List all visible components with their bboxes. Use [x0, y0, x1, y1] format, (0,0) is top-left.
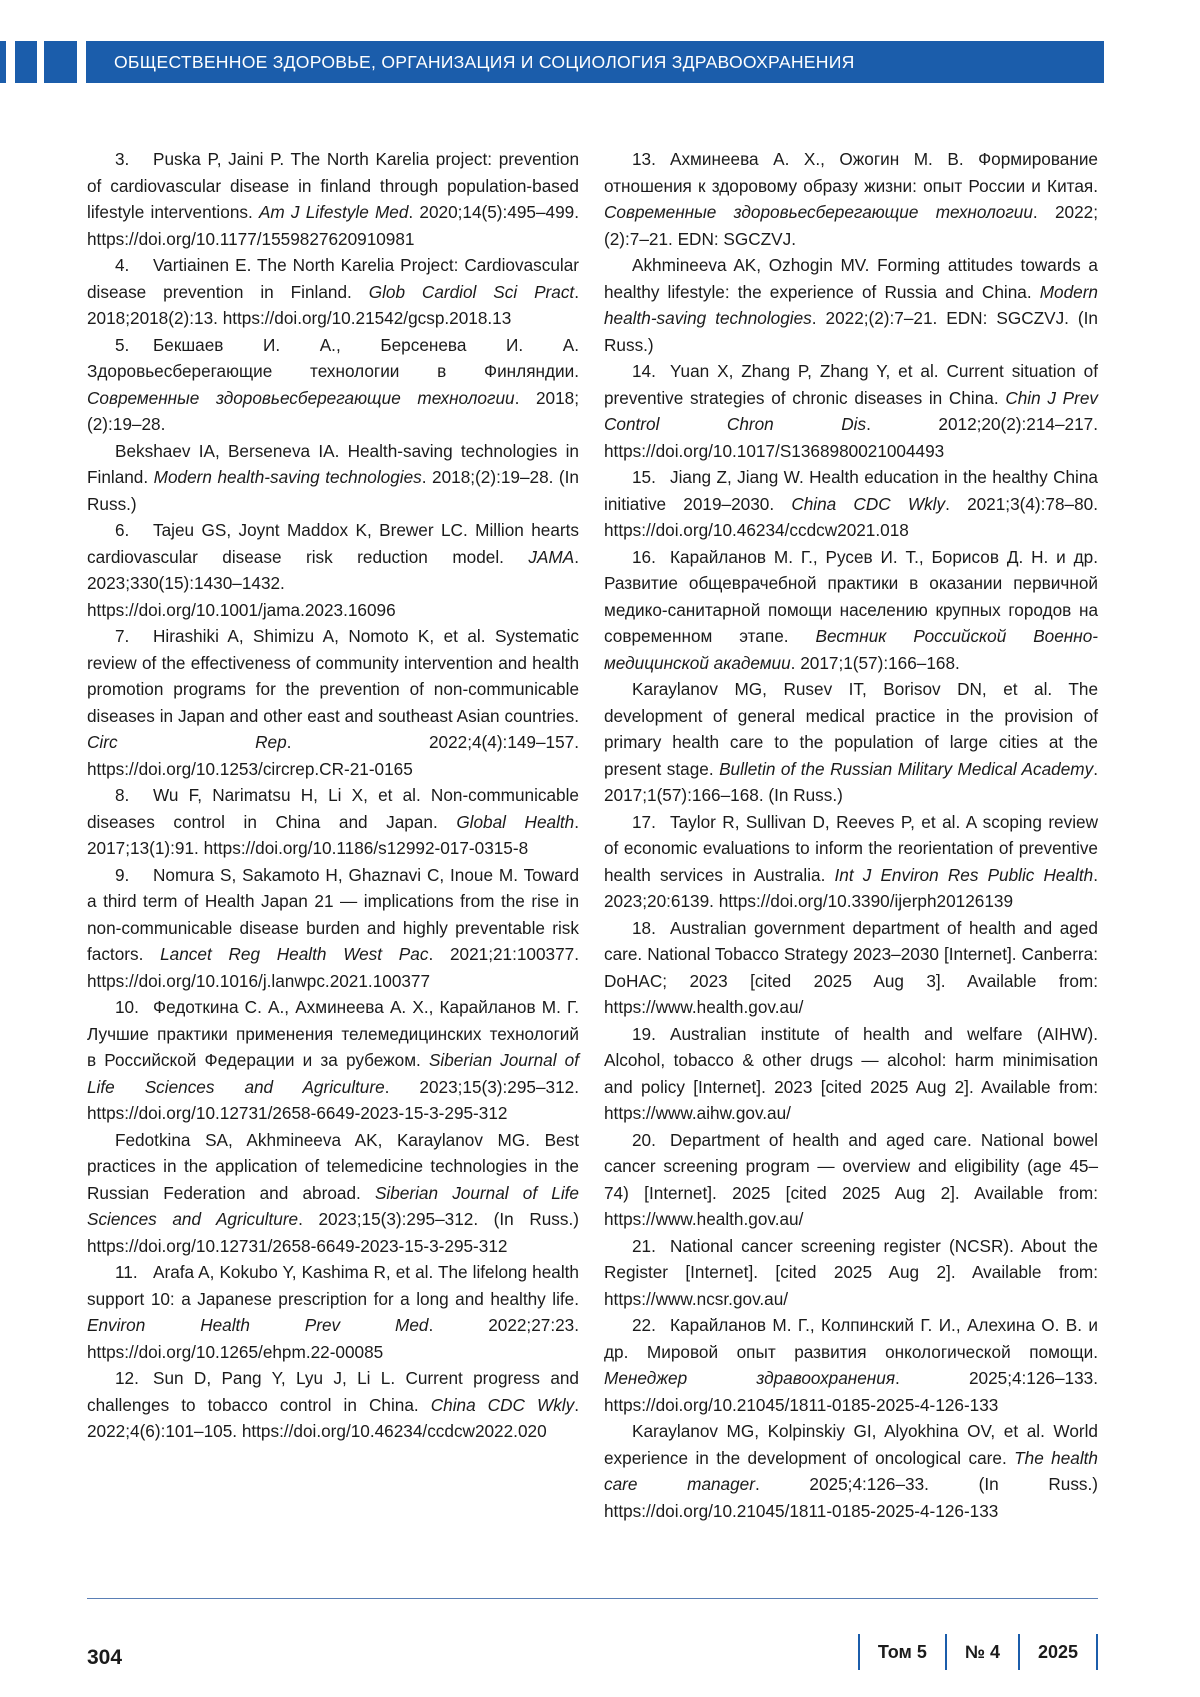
journal-issue-info — [858, 1633, 1098, 1671]
reference-entry — [87, 438, 579, 518]
reference-text: Федоткина С. А., Ахминеева А. Х., Карайланов М. Г. Лучшие практики применения телемедицинских технологий в Российской Федерации и за рубежом. — [87, 997, 579, 1070]
reference-text: Karaylanov MG, Rusev IT, Borisov DN, et al. The development of general medical practice in the provision of primary health care to the population of large cities at the present stage. — [604, 679, 1098, 779]
reference-entry — [87, 623, 579, 782]
section-title: ОБЩЕСТВЕННОЕ ЗДОРОВЬЕ, ОРГАНИЗАЦИЯ И СОЦИОЛОГИЯ ЗДРАВООХРАНЕНИЯ — [114, 52, 855, 72]
journal-title: Global Health — [456, 811, 575, 832]
reference-entry — [604, 1127, 1098, 1233]
reference-text: . 2021;21:100377. https://doi.org/10.1016/j.lanwpc.2021.100377 — [87, 944, 580, 991]
reference-text: Karaylanov MG, Kolpinskiy GI, Alyokhina OV, et al. World experience in the development of oncological care. — [604, 1421, 1098, 1468]
reference-number: 9. — [115, 864, 130, 885]
reference-text: Tajeu GS, Joynt Maddox K, Brewer LC. Million hearts cardiovascular disease risk reduction model. — [87, 520, 579, 567]
reference-entry — [604, 676, 1098, 809]
footer-divider — [87, 1598, 1098, 1599]
journal-title: Siberian Journal of Life Sciences and Agriculture — [87, 1050, 579, 1097]
reference-text: Nomura S, Sakamoto H, Ghaznavi C, Inoue M. Toward a third term of Health Japan 21 — implications from the rise in non-communicable disease burden and highly preventable risk factors. — [87, 864, 579, 964]
journal-title: China CDC Wkly — [791, 493, 946, 514]
year-label: 2025 — [1037, 1641, 1078, 1662]
reference-text: . 2020;14(5):495–499. https://doi.org/10.1177/1559827620910981 — [87, 202, 579, 249]
header-accent-block-3 — [44, 41, 77, 83]
reference-number: 12. — [115, 1368, 139, 1388]
header-accent-block-2 — [15, 41, 37, 83]
reference-text: Карайланов М. Г., Колпинский Г. И., Алехина О. В. и др. Мировой опыт развития онкологической помощи. — [604, 1315, 1098, 1362]
reference-entry — [87, 1259, 579, 1365]
reference-entry — [87, 1127, 579, 1260]
reference-entry — [604, 358, 1098, 464]
reference-text: Taylor R, Sullivan D, Reeves P, et al. A scoping review of economic evaluations to inform the reorientation of preventive health services in Australia. — [604, 811, 1098, 885]
volume-label: Том 5 — [877, 1641, 927, 1662]
reference-text: . 2025;4:126–33. (In Russ.) https://doi.org/10.21045/1811-0185-2025-4-126-133 — [604, 1474, 1099, 1521]
reference-text: . 2023;15(3):295–312. https://doi.org/10.12731/2658-6649-2023-15-3-295-312 — [87, 1076, 579, 1123]
journal-title: Вестник Российской Военно-медицинской академии — [604, 626, 1099, 673]
reference-number: 4. — [115, 255, 130, 275]
reference-number: 14. — [632, 361, 656, 381]
journal-title: Environ Health Prev Med — [87, 1315, 429, 1335]
journal-title: Modern health-saving technologies — [153, 467, 422, 487]
journal-title: Bulletin of the Russian Military Medical Academy — [719, 758, 1094, 779]
reference-text: Australian institute of health and welfare (AIHW). Alcohol, tobacco & other drugs — alcohol: harm minimisation and policy [Internet]. 2023 [cited 2025 Aug 2]. Available from: https://www.aihw.gov.au/ — [604, 1023, 1098, 1123]
reference-entry — [87, 862, 579, 995]
reference-number: 10. — [115, 997, 139, 1017]
journal-title: The health care manager — [604, 1447, 1098, 1494]
footer-separator — [1096, 1634, 1098, 1670]
reference-number: 21. — [632, 1235, 656, 1256]
reference-entry — [604, 1312, 1098, 1418]
journal-title: Am J Lifestyle Med — [258, 202, 409, 222]
reference-text: . 2017;13(1):91. https://doi.org/10.1186/s12992-017-0315-8 — [87, 811, 580, 858]
reference-text: National cancer screening register (NCSR). About the Register [Internet]. [cited 2025 Aug 2]. Available from: https://www.ncsr.gov.au/ — [604, 1235, 1098, 1309]
reference-text: . 2022;4(6):101–105. https://doi.org/10.46234/ccdcw2022.020 — [87, 1394, 579, 1441]
journal-title: Lancet Reg Health West Pac — [160, 944, 429, 964]
reference-number: 7. — [115, 626, 130, 646]
reference-entry — [604, 1021, 1098, 1127]
reference-text: Vartiainen E. The North Karelia Project: Cardiovascular disease prevention in Finland. — [87, 255, 579, 302]
reference-entry — [604, 146, 1098, 252]
reference-number: 11. — [115, 1262, 138, 1282]
references-right-column — [604, 146, 1098, 1524]
reference-text: Sun D, Pang Y, Lyu J, Li L. Current progress and challenges to tobacco control in China. — [87, 1368, 579, 1415]
journal-title: Circ Rep — [87, 732, 287, 752]
reference-text: . 2017;1(57):166–168. (In Russ.) — [604, 758, 1098, 805]
reference-text: Hirashiki A, Shimizu A, Nomoto K, et al. Systematic review of the effectiveness of community intervention and health promotion programs for the prevention of non-communicable diseases in Japan and other east and southeast Asian countries. — [87, 626, 579, 726]
journal-title: Siberian Journal of Life Sciences and Agriculture — [87, 1182, 579, 1229]
reference-text: . 2021;3(4):78–80. https://doi.org/10.46234/ccdcw2021.018 — [604, 493, 1098, 540]
journal-title: Int J Environ Res Public Health — [834, 864, 1094, 885]
reference-text: Fedotkina SA, Akhmineeva AK, Karaylanov MG. Best practices in the application of telemedicine technologies in the Russian Federation and abroad. — [87, 1129, 579, 1203]
reference-entry — [604, 915, 1098, 1021]
page-number: 304 — [87, 1646, 123, 1669]
reference-number: 16. — [632, 546, 656, 567]
reference-entry — [87, 332, 579, 438]
reference-text: . 2018;2018(2):13. https://doi.org/10.21542/gcsp.2018.13 — [87, 281, 579, 328]
reference-entry — [604, 544, 1098, 677]
reference-text: . 2022;4(4):149–157. https://doi.org/10.1253/circrep.CR-21-0165 — [87, 732, 580, 779]
reference-text: Wu F, Narimatsu H, Li X, et al. Non-communicable diseases control in China and Japan. — [87, 785, 579, 832]
reference-number: 22. — [632, 1315, 656, 1335]
reference-number: 13. — [632, 149, 656, 169]
reference-text: Bekshaev IA, Berseneva IA. Health-saving technologies in Finland. — [87, 440, 579, 487]
reference-text: Yuan X, Zhang P, Zhang Y, et al. Current situation of preventive strategies of chronic diseases in China. — [604, 361, 1098, 408]
reference-entry — [604, 1418, 1098, 1524]
reference-entry — [604, 809, 1098, 915]
header-accent-block-1 — [0, 41, 6, 83]
reference-entry — [604, 252, 1098, 358]
reference-entry — [87, 782, 579, 862]
reference-text: . 2018;(2):19–28. — [87, 387, 579, 434]
reference-entry — [87, 994, 579, 1127]
reference-number: 15. — [632, 467, 656, 487]
reference-entry — [87, 252, 579, 332]
reference-entry — [87, 146, 579, 252]
reference-text: Arafa A, Kokubo Y, Kashima R, et al. The lifelong health support 10: a Japanese prescription for a long and healthy life. — [87, 1262, 579, 1309]
reference-text: Бекшаев И. А., Берсенева И. А. Здоровьесберегающие технологии в Финляндии. — [87, 334, 579, 381]
reference-text: . 2023;330(15):1430–1432. https://doi.org/10.1001/jama.2023.16096 — [87, 546, 579, 620]
section-header — [86, 41, 1104, 83]
reference-text: Ахминеева А. Х., Ожогин М. В. Формирование отношения к здоровому образу жизни: опыт России и Китая. — [604, 149, 1098, 196]
reference-text: Department of health and aged care. National bowel cancer screening program — overview and eligibility (age 45–74) [Internet]. 2025 [cited 2025 Aug 2]. Available from: https://www.health.gov.au/ — [604, 1129, 1098, 1229]
reference-text: . 2023;20:6139. https://doi.org/10.3390/ijerph20126139 — [604, 864, 1098, 911]
journal-title: Современные здоровьесберегающие технологии — [87, 387, 515, 408]
reference-entry — [604, 464, 1098, 544]
journal-title: China CDC Wkly — [430, 1394, 575, 1415]
reference-entry — [87, 1365, 579, 1445]
reference-number: 6. — [115, 520, 130, 540]
reference-text: Puska P, Jaini P. The North Karelia project: prevention of cardiovascular disease in finland through population-based lifestyle interventions. — [87, 149, 579, 222]
reference-text: . 2023;15(3):295–312. (In Russ.) https://doi.org/10.12731/2658-6649-2023-15-3-295-312 — [87, 1209, 579, 1256]
reference-number: 19. — [632, 1023, 656, 1044]
reference-number: 17. — [632, 811, 656, 832]
reference-text: . 2022;(2):7–21. EDN: SGCZVJ. (In Russ.) — [604, 308, 1098, 355]
reference-entry — [604, 1233, 1098, 1313]
reference-number: 8. — [115, 785, 130, 805]
journal-title: Modern health-saving technologies — [604, 281, 1098, 328]
reference-text: . 2022;(2):7–21. EDN: SGCZVJ. — [604, 202, 1098, 249]
reference-text: . 2017;1(57):166–168. — [790, 652, 960, 673]
journal-title: Менеджер здравоохранения — [604, 1368, 895, 1388]
issue-label: № 4 — [964, 1641, 1000, 1662]
journal-title: Glob Cardiol Sci Pract — [368, 281, 575, 302]
journal-title: Современные здоровьесберегающие технологии — [604, 202, 1033, 222]
reference-text: . 2022;27:23. https://doi.org/10.1265/ehpm.22-00085 — [87, 1315, 579, 1362]
reference-text: . 2012;20(2):214–217. https://doi.org/10.1017/S1368980021004493 — [604, 414, 1098, 461]
reference-text: Jiang Z, Jiang W. Health education in the healthy China initiative 2019–2030. — [604, 467, 1098, 514]
reference-text: Australian government department of health and aged care. National Tobacco Strategy 2023–2030 [Internet]. Canberra: DoHAC; 2023 [cited 2025 Aug 3]. Available from: https://www.health.gov.au/ — [604, 917, 1098, 1017]
reference-number: 18. — [632, 917, 656, 938]
journal-title: Chin J Prev Control Chron Dis — [604, 387, 1098, 434]
reference-number: 20. — [632, 1129, 656, 1150]
reference-text: Карайланов М. Г., Русев И. Т., Борисов Д. Н. и др. Развитие общеврачебной практики в оказании первичной медико-санитарной помощи населению крупных городов на современном этапе. — [604, 546, 1098, 646]
reference-text: Akhmineeva AK, Ozhogin MV. Forming attitudes towards a healthy lifestyle: the experience of Russia and China. — [604, 255, 1098, 302]
reference-entry — [87, 517, 579, 623]
reference-number: 3. — [115, 149, 130, 169]
references-left-column — [87, 146, 579, 1445]
reference-text: . 2018;(2):19–28. (In Russ.) — [87, 467, 579, 514]
reference-text: . 2025;4:126–133. https://doi.org/10.21045/1811-0185-2025-4-126-133 — [604, 1368, 1098, 1415]
journal-title: JAMA — [528, 546, 575, 567]
reference-number: 5. — [115, 334, 130, 355]
